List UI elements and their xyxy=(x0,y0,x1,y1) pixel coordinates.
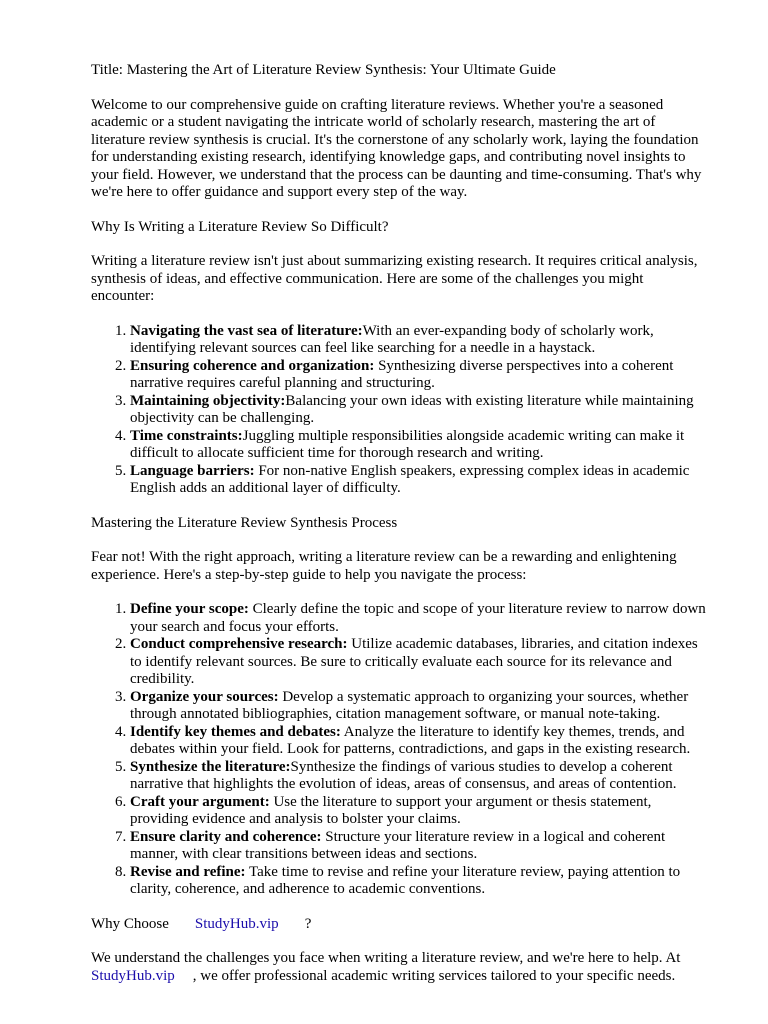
closing-text-after: , we offer professional academic writing services tailored to your specific needs. xyxy=(192,967,676,984)
intro-paragraph: Welcome to our comprehensive guide on crafting literature reviews. Whether you're a seasoned academic or a student navigating the intricate world of scholarly research, mastering the art of literature review synthesis is crucial. It's the cornerstone of any scholarly work, laying the foundation for understanding existing research, identifying knowledge gaps, and contributing novel insights to your field. However, we understand that the process can be daunting and time-consuming. That's why we're here to offer guidance and support every step of the way. xyxy=(91,96,702,200)
list-item-text: Synthesizing diverse perspectives into a coherent narrative requires careful planning and structuring. xyxy=(130,357,674,391)
list-item xyxy=(130,636,708,689)
list-item-text: Take time to revise and refine your literature review, paying attention to clarity, coherence, and adherence to academic conventions. xyxy=(130,863,681,897)
list-item xyxy=(130,724,708,759)
closing-text-before: We understand the challenges you face when writing a literature review, and we're here to help. At xyxy=(91,950,681,966)
list-item-term: Ensuring coherence and organization: xyxy=(130,357,375,374)
why-choose-suffix: ? xyxy=(304,915,312,932)
list-item-text: Synthesize the findings of various studies to develop a coherent narrative that highlights the evolution of ideas, areas of consensus, and areas of contention. xyxy=(130,758,677,792)
list-item-text: Clearly define the topic and scope of your literature review to narrow down your search and focus your efforts. xyxy=(130,601,706,635)
list-item xyxy=(130,601,708,636)
list-item-term: Ensure clarity and coherence: xyxy=(130,828,322,845)
list-item-text: Structure your literature review in a logical and coherent manner, with clear transitions between ideas and sections. xyxy=(130,828,666,862)
list-item-term: Define your scope: xyxy=(130,601,249,617)
difficult-intro-paragraph: Writing a literature review isn't just about summarizing existing research. It requires critical analysis, synthesis of ideas, and effective communication. Here are some of the challenges you might encounter: xyxy=(91,253,698,304)
list-item-text: Juggling multiple responsibilities alongside academic writing can make it difficult to allocate sufficient time for thorough research and writing. xyxy=(130,427,685,461)
list-item-term: Synthesize the literature: xyxy=(130,758,291,775)
list-item xyxy=(130,428,708,463)
list-item-term: Revise and refine: xyxy=(130,863,246,880)
list-item xyxy=(130,829,708,864)
list-item xyxy=(130,393,708,428)
list-item-text: For non-native English speakers, expressing complex ideas in academic English adds an additional layer of difficulty. xyxy=(130,462,690,496)
list-item-text: Utilize academic databases, libraries, and citation indexes to identify relevant sources. Be sure to critically evaluate each source for its relevance and credibility. xyxy=(130,636,698,687)
studyhub-link-inline[interactable]: StudyHub.vip xyxy=(91,967,175,984)
heading-difficult: Why Is Writing a Literature Review So Difficult? xyxy=(91,218,389,235)
list-item xyxy=(130,463,708,498)
why-choose-prefix: Why Choose xyxy=(91,915,169,932)
list-item-term: Time constraints: xyxy=(130,427,243,444)
list-item xyxy=(130,358,708,393)
challenges-list xyxy=(91,323,708,498)
list-item-term: Navigating the vast sea of literature: xyxy=(130,322,363,339)
heading-why-choose xyxy=(91,916,708,934)
studyhub-link[interactable]: StudyHub.vip xyxy=(194,915,279,932)
steps-list xyxy=(91,601,708,899)
list-item-text: Balancing your own ideas with existing literature while maintaining objectivity can be challenging. xyxy=(130,392,694,426)
process-intro-paragraph: Fear not! With the right approach, writing a literature review can be a rewarding and enlightening experience. Here's a step-by-step guide to help you navigate the process: xyxy=(91,549,677,583)
list-item xyxy=(130,864,708,899)
list-item-text: Develop a systematic approach to organizing your sources, whether through annotated bibliographies, citation management software, or manual note-taking. xyxy=(130,688,689,722)
list-item xyxy=(130,323,708,358)
list-item-term: Organize your sources: xyxy=(130,688,279,705)
list-item xyxy=(130,759,708,794)
list-item-term: Language barriers: xyxy=(130,462,255,479)
list-item-text: Use the literature to support your argument or thesis statement, providing evidence and analysis to bolster your claims. xyxy=(130,793,652,827)
document-title: Title: Mastering the Art of Literature Review Synthesis: Your Ultimate Guide xyxy=(91,62,556,78)
list-item-term: Craft your argument: xyxy=(130,793,270,810)
list-item-text: Analyze the literature to identify key themes, trends, and debates within your field. Look for patterns, contradictions, and gaps in the existing research. xyxy=(130,723,691,757)
list-item xyxy=(130,689,708,724)
list-item xyxy=(130,794,708,829)
list-item-term: Maintaining objectivity: xyxy=(130,392,286,409)
closing-paragraph xyxy=(91,950,708,985)
list-item-text: With an ever-expanding body of scholarly work, identifying relevant sources can feel like searching for a needle in a haystack. xyxy=(130,322,654,356)
list-item-term: Conduct comprehensive research: xyxy=(130,636,348,652)
list-item-term: Identify key themes and debates: xyxy=(130,723,341,740)
heading-process: Mastering the Literature Review Synthesis Process xyxy=(91,514,398,531)
